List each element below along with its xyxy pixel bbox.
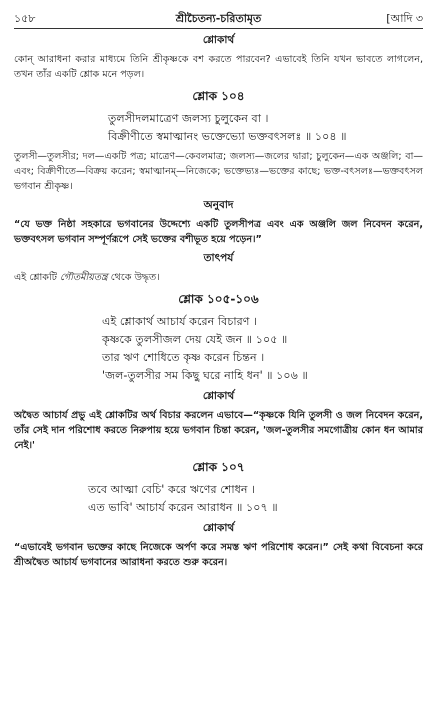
heading-purport: তাৎপর্য — [203, 252, 234, 264]
page-number: ১৫৮ — [14, 12, 36, 25]
page — [14, 8, 423, 570]
heading-sloka-107: শ্লোক ১০৭ — [192, 460, 245, 474]
heading-translation: অনুবাদ — [203, 199, 234, 211]
sloka-104-line-2: বিক্রীণীতে স্বমাত্মানং ভক্তেভ্যো ভক্তবৎসলঃ ॥ ১০৪ ॥ — [108, 130, 347, 143]
sloka-105-line-1: এই শ্লোকার্থ আচার্য করেন বিচারণ । — [102, 315, 258, 328]
slokartha-text-1: কোন্ আরাধনা করার মাধ্যমে তিনি শ্রীকৃষ্ণকে বশ করতে পারবেন? এভাবেই তিনি যখন ভাবতে লাগলেন, তখন তাঁর একটি শ্লোক মনে পড়ল। — [14, 54, 423, 80]
slokartha-text-3: “এভাবেই ভগবান ভক্তের কাছে নিজেকে অর্পণ করে সমস্ত ঋণ পরিশোধ করেন।” সেই কথা বিবেচনা করে শ্রীঅদ্বৈত আচার্য ভগবানের আরাধনা করতে শুরু করেন। — [14, 542, 423, 568]
heading-slokartha-3: শ্লোকার্থ — [202, 522, 235, 534]
sloka-104-line-1: তুলসীদলমাত্রেণ জলস্য চুলুকেন বা । — [108, 112, 269, 125]
page-header — [14, 8, 423, 28]
heading-slokartha-2: শ্লোকার্থ — [202, 390, 235, 402]
word-synonyms: তুলসী—তুলসীর; দল—একটি পত্র; মাত্রেণ—কেবলমাত্র; জলস্য—জলের দ্বারা; চুলুকেন—এক অঞ্জলি; বা—এবং; বিক্রীণীতে—বিক্রয় করেন; স্বমাত্মানম্—নিজেকে; ভক্তেভ্যঃ—ভক্তের কাছে; ভক্ত-বৎসলঃ—ভক্তবৎসল ভগবান শ্রীকৃষ্ণ। — [14, 151, 423, 192]
sloka-107-line-1: তবে আত্মা বেচি' করে ঋণের শোধন । — [88, 483, 256, 496]
heading-sloka-105-106: শ্লোক ১০৫-১০৬ — [178, 292, 259, 306]
heading-slokartha-1: শ্লোকার্থ — [202, 34, 235, 46]
book-title: শ্রীচৈতন্য-চরিতামৃত — [175, 12, 262, 25]
purport-text: এই শ্লোকটি গৌতমীয়তন্ত্র থেকে উদ্ধৃত। — [14, 272, 160, 283]
sloka-105-line-2: কৃষ্ণকে তুলসীজল দেয় যেই জন ॥ ১০৫ ॥ — [102, 333, 288, 346]
translation-text: “যে ভক্ত নিষ্ঠা সহকারে ভগবানের উদ্দেশ্যে একটি তুলসীপত্র এবং এক অঞ্জলি জল নিবেদন করেন, ভক্তবৎসল ভগবান সম্পূর্ণরূপে সেই ভক্তের বশীভূত হয়ে পড়েন।” — [14, 219, 423, 245]
slokartha-text-2: অদ্বৈত আচার্য প্রভু এই শ্লোকটির অর্থ বিচার করলেন এভাবে—“কৃষ্ণকে যিনি তুলসী ও জল নিবেদন করেন, তাঁর সেই দান পরিশোধ করতে নিরুপায় হয়ে ভগবান চিন্তা করেন, 'জল-তুলসীর সমগোত্রীয় কোন ধন আমার নেই।' — [14, 410, 423, 451]
sloka-107-line-2: এত ভাবি' আচার্য করেন আরাধন ॥ ১০৭ ॥ — [88, 501, 278, 514]
sloka-106-line-1: তার ঋণ শোধিতে কৃষ্ণ করেন চিন্তন । — [102, 351, 265, 364]
section-label: [আদি ৩ — [386, 12, 423, 25]
heading-sloka-104: শ্লোক ১০৪ — [192, 89, 245, 103]
sloka-106-line-2: 'জল-তুলসীর সম কিছু ঘরে নাহি ধন' ॥ ১০৬ ॥ — [102, 369, 308, 382]
